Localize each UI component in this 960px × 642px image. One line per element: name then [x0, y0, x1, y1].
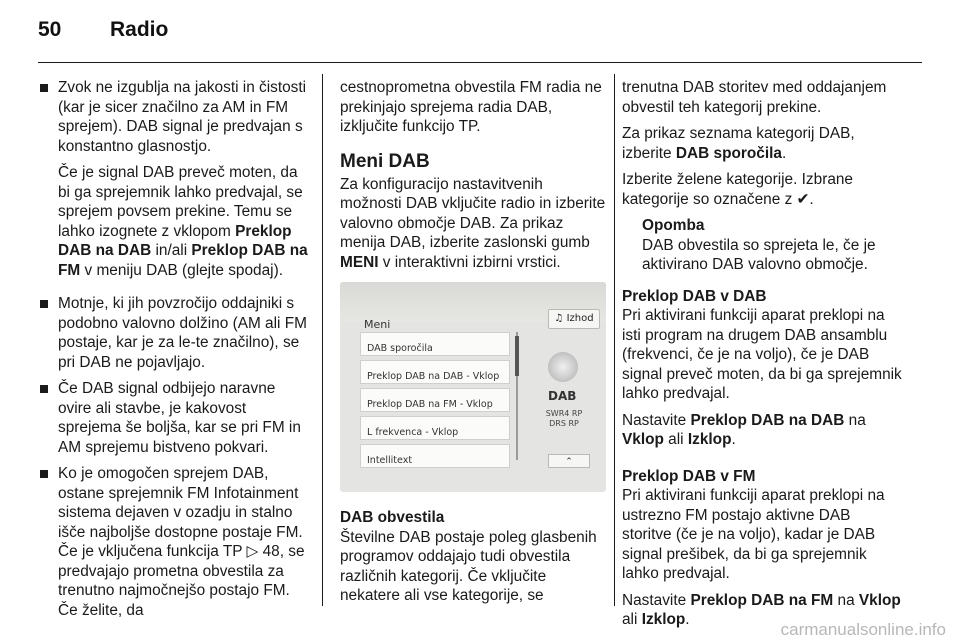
- paragraph: cestnoprometna obvestila FM radia ne prekinjajo sprejema radia DAB, izključite funkcijo TP.: [340, 79, 602, 135]
- bullet-square: [40, 300, 48, 308]
- disc-icon: [548, 352, 578, 382]
- source-label: DAB: [548, 389, 577, 403]
- page-ref-icon: ▷: [246, 543, 259, 560]
- page-number: 50: [38, 18, 62, 41]
- bullet-item: [40, 464, 308, 620]
- exit-button: ♫ Izhod: [548, 309, 600, 329]
- paragraph: Številne DAB postaje poleg glasbenih programov oddajajo tudi obvestila različnih kategorij. Če vključite nekatere ali vse kategorije, se: [340, 528, 597, 604]
- section-heading-meni: Meni DAB: [340, 150, 430, 172]
- note-box: [642, 216, 904, 275]
- column-2: [340, 78, 606, 613]
- dab-menu-screenshot: [340, 282, 606, 492]
- bullet-square: [40, 470, 48, 478]
- chevron-up-icon: ⌃: [548, 454, 590, 468]
- menu-item: Intellitext: [360, 444, 510, 468]
- bullet-text: Zvok ne izgublja na jakosti in čistosti (kar je sicer značilno za AM in FM sprejem). DAB signal je predvajan s konstantno glasnostjo.: [58, 79, 307, 155]
- section-title: Radio: [110, 18, 169, 41]
- subsection-heading: DAB obvestila: [340, 509, 445, 526]
- bullet-text: Ko je omogočen sprejem DAB, ostane sprejemnik FM Infotainment sistema dejaven v ozadju in stalno išče najboljše dostopne postaje FM. Če je vključena funkcija TP ▷ 48, se predvajajo prometna obvestila za trenutno najmočnejšo postajo FM. Če želite, da: [58, 465, 305, 619]
- column-divider-2: [614, 74, 615, 606]
- bullet-square: [40, 385, 48, 393]
- bullet-square: [40, 84, 48, 92]
- column-1: [40, 78, 308, 627]
- menu-item: Preklop DAB na DAB - Vklop: [360, 360, 510, 384]
- subsection-heading: Preklop DAB v DAB: [622, 287, 767, 305]
- music-note-icon: ♫: [554, 313, 564, 324]
- menu-scrollbar: [516, 332, 518, 460]
- bullet-text: Motnje, ki jih povzročijo oddajniki s podobno valovno dolžino (AM ali FM postaje, kar je za le-te značilno), se pri DAB ne pojavljajo.: [58, 295, 307, 371]
- menu-item: Preklop DAB na FM - Vklop: [360, 388, 510, 412]
- bullet-text: Če DAB signal odbijejo naravne ovire ali stavbe, je kakovost sprejema še boljša, kar se pri FM in AM sprejemu bistveno pokvari.: [58, 380, 301, 456]
- paragraph: Nastavite Preklop DAB na FM na Vklop ali Izklop.: [622, 591, 901, 628]
- page-ref-link[interactable]: 48: [262, 543, 280, 560]
- watermark: carmanualsonline.info: [780, 620, 946, 639]
- note-title: Opomba: [642, 217, 705, 234]
- paragraph: Nastavite Preklop DAB na DAB na Vklop ali Izklop.: [622, 411, 866, 448]
- bullet-item: [40, 379, 308, 457]
- bullet-text: Če je signal DAB preveč moten, da bi ga sprejemnik lahko predvajal, se sprejem povsem prekine. Temu se lahko izognete z vklopom Preklop DAB na DAB in/ali Preklop DAB na FM v meniju DAB (glejte spodaj).: [58, 164, 308, 279]
- paragraph: Pri aktivirani funkciji aparat preklopi na isti program na drugem DAB ansamblu (frekvenci, če je na voljo), če je DAB signal preveč moten, da bi ga sprejemnik lahko predvajal.: [622, 307, 902, 402]
- page-header: [38, 18, 168, 42]
- bullet-item: [40, 294, 308, 372]
- menu-item: DAB sporočila: [360, 332, 510, 356]
- header-rule: [38, 62, 922, 63]
- subsection-heading: Preklop DAB v FM: [622, 467, 756, 485]
- menu-item: L frekvenca - Vklop: [360, 416, 510, 440]
- screen-title: Meni: [364, 318, 391, 331]
- column-3: [622, 78, 904, 637]
- station-info: SWR4 RP DRS RP: [545, 409, 583, 428]
- bullet-item: [40, 78, 308, 287]
- menu-list: [360, 332, 510, 472]
- paragraph: Za prikaz seznama kategorij DAB, izberite DAB sporočila.: [622, 125, 855, 162]
- column-divider-1: [322, 74, 323, 606]
- paragraph: Izberite želene kategorije. Izbrane kategorije so označene z ✔.: [622, 171, 853, 208]
- paragraph: trenutna DAB storitev med oddajanjem obvestil teh kategorij prekine.: [622, 79, 887, 116]
- note-text: DAB obvestila so sprejeta le, če je aktivirano DAB valovno območje.: [642, 236, 876, 273]
- paragraph: Pri aktivirani funkciji aparat preklopi na ustrezno FM postajo aktivne DAB storitve (če je na voljo), kadar je DAB signal prešibek, da bi ga sprejemnik lahko predvajal.: [622, 487, 885, 582]
- paragraph: Za konfiguracijo nastavitvenih možnosti DAB vključite radio in izberite valovno območje DAB. Za prikaz menija DAB, izberite zaslonski gumb MENI v interaktivni izbirni vrstici.: [340, 175, 606, 271]
